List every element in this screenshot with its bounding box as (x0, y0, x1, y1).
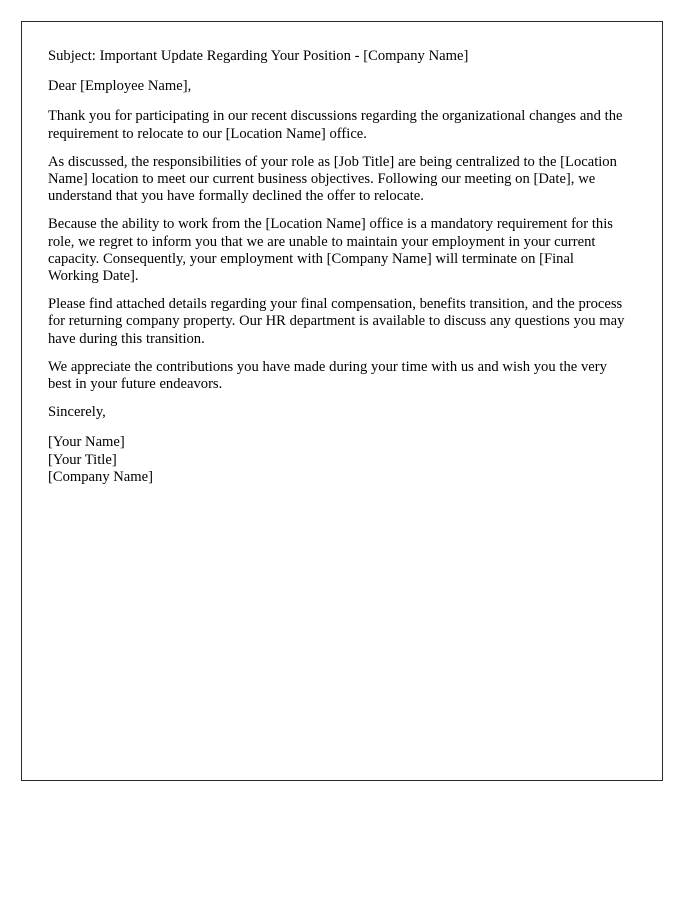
body-paragraph-1: Thank you for participating in our recent discussions regarding the organizational changes and the requirement to relocate to our [Location Name] office. (48, 108, 623, 142)
body-paragraph-2: As discussed, the responsibilities of your role as [Job Title] are being centralized to the [Location Name] location to meet our current business objectives. Following our meeting on [Date], we understand that you have formally declined the offer to relocate. (48, 153, 617, 205)
body-paragraph-3: Because the ability to work from the [Location Name] office is a mandatory requirement for this role, we regret to inform you that we are unable to maintain your employment in your current capacity. Consequently, your employment with [Company Name] will terminate on [Final Working Date]. (48, 216, 613, 285)
document-page (21, 21, 663, 781)
letter-body (48, 48, 628, 486)
salutation: Dear [Employee Name], (48, 78, 192, 95)
signature-block (48, 434, 628, 486)
body-paragraph-5: We appreciate the contributions you have made during your time with us and wish you the very best in your future endeavors. (48, 358, 607, 393)
signature-company: [Company Name] (48, 468, 153, 485)
body-paragraph-4: Please find attached details regarding your final compensation, benefits transition, and the process for returning company property. Our HR department is available to discuss any questions you may have during this transition. (48, 296, 625, 347)
signature-name: [Your Name] (48, 434, 125, 451)
subject-line: Subject: Important Update Regarding Your Position - [Company Name] (48, 48, 469, 64)
signature-title: [Your Title] (48, 451, 117, 468)
closing-line: Sincerely, (48, 404, 106, 421)
